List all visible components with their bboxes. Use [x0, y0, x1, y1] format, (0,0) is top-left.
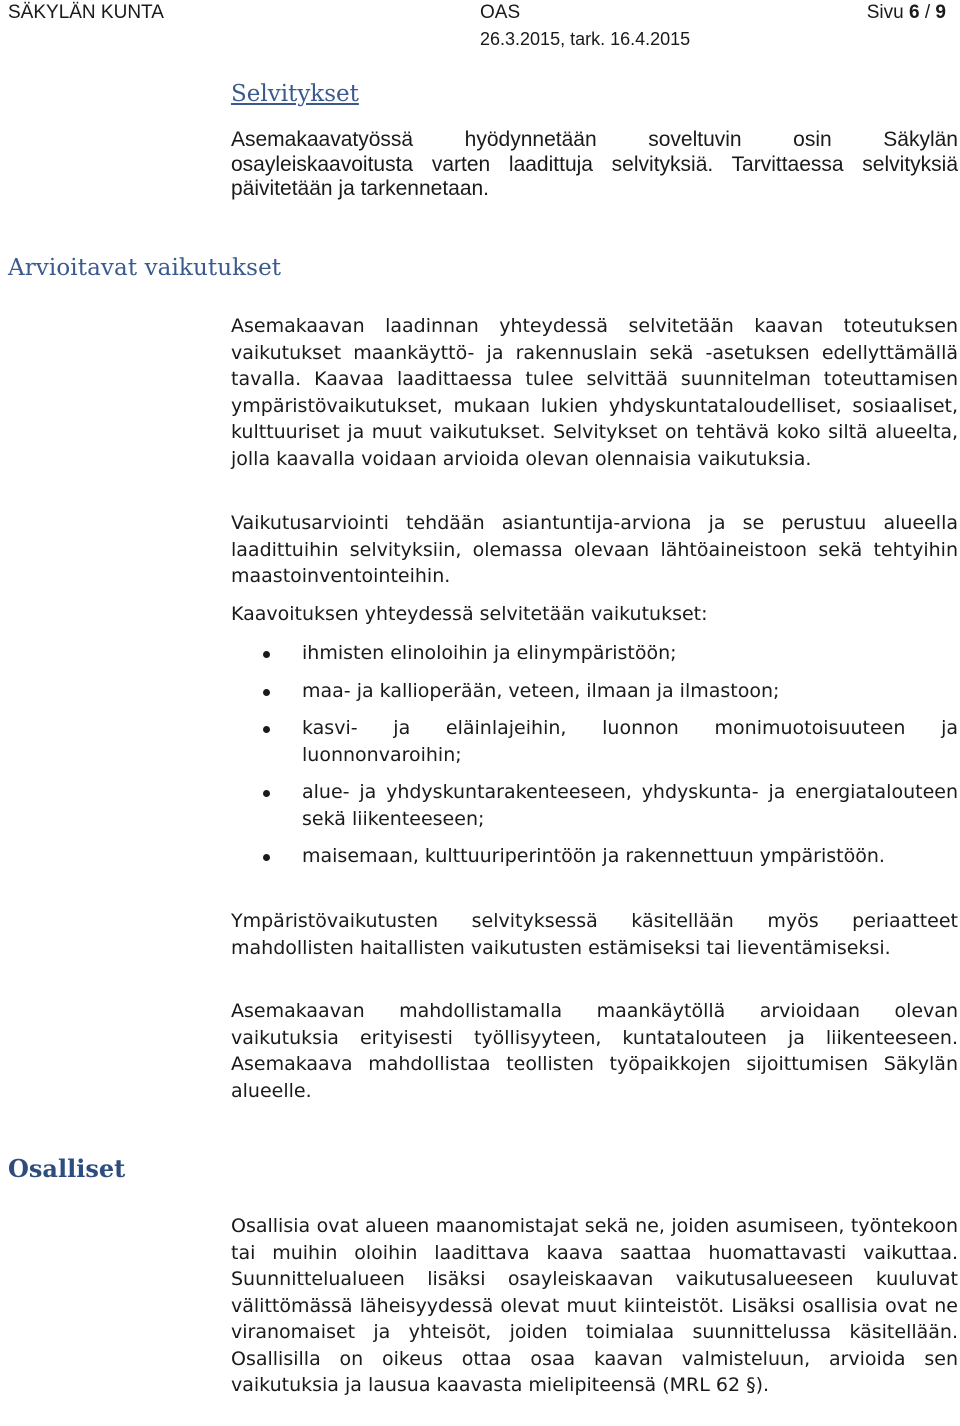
paragraph-vaikutukset-2: Vaikutusarviointi tehdään asiantuntija-arviona ja se perustuu alueella laadittuihin selvityksiin, olemassa olevaan lähtöaineistoon sekä tehtyihin maastoinventointeihin.: [231, 512, 958, 587]
header-municipality: SÄKYLÄN KUNTA: [8, 2, 164, 23]
list-item: [231, 779, 958, 832]
page-current: 6: [909, 2, 920, 23]
section-heading-vaikutukset: Arvioitavat vaikutukset: [8, 255, 282, 281]
section-heading-osalliset: Osalliset: [8, 1154, 126, 1183]
bullet-icon: [263, 689, 270, 696]
paragraph-selvitykset: Asemakaavatyössä hyödynnetään soveltuvin osin Säkylän osayleiskaavoitusta varten laadittuja selvityksiä. Tarvittaessa selvityksiä päivitetään ja tarkennetaan.: [231, 128, 958, 200]
page-total: 9: [935, 2, 946, 23]
list-item-text: kasvi- ja eläinlajeihin, luonnon monimuotoisuuteen ja luonnonvaroihin;: [302, 717, 958, 766]
bullet-icon: [263, 854, 270, 861]
list-item-text: maa- ja kallioperään, veteen, ilmaan ja ilmastoon;: [302, 679, 780, 702]
paragraph-vaikutukset-4: Ympäristövaikutusten selvityksessä käsitellään myös periaatteet mahdollisten haitallisten vaikutusten estämiseksi tai lieventämiseksi.: [231, 910, 958, 959]
bullet-icon: [263, 651, 270, 658]
list-item-text: alue- ja yhdyskuntarakenteeseen, yhdyskunta- ja energiatalouteen sekä liikenteeseen;: [302, 781, 958, 830]
list-item: [231, 843, 958, 870]
page-separator: /: [924, 2, 931, 23]
paragraph-vaikutukset-1: Asemakaavan laadinnan yhteydessä selvitetään kaavan toteutuksen vaikutukset maankäyttö- ja rakennuslain sekä -asetuksen edellyttämällä tavalla. Kaavaa laadittaessa tulee selvittää suunnitelman toteuttamisen ympäristövaikutukset, mukaan lukien yhdyskuntataloudelliset, sosiaaliset, kulttuuriset ja muut vaikutukset. Selvitykset on tehtävä koko siltä alueelta, jolla kaavalla voidaan arvioida olevan olennaisia vaikutuksia.: [231, 315, 958, 470]
header-date: 26.3.2015, tark. 16.4.2015: [480, 29, 691, 49]
list-item: [231, 715, 958, 768]
paragraph-vaikutukset-5: Asemakaavan mahdollistamalla maankäytöllä arvioidaan olevan vaikutuksia erityisesti työllisyyteen, kuntatalouteen ja liikenteeseen. Asemakaava mahdollistaa teollisten työpaikkojen sijoittumisen Säkylän alueelle.: [231, 1000, 958, 1102]
list-item: [231, 678, 958, 705]
page-number: [867, 1, 946, 25]
bullet-icon: [263, 726, 270, 733]
page-prefix: Sivu: [866, 2, 904, 23]
impact-list: [231, 640, 958, 870]
list-item: [231, 640, 958, 667]
paragraph-vaikutukset-3: Kaavoituksen yhteydessä selvitetään vaikutukset:: [231, 603, 708, 625]
paragraph-osalliset: Osallisia ovat alueen maanomistajat sekä ne, joiden asumiseen, työntekoon tai muihin oloihin laadittava kaava saattaa huomattavasti vaikuttaa. Suunnittelualueen lisäksi osayleiskaavan vaikutusalueeseen kuuluvat välittömässä läheisyydessä olevat muut kiinteistöt. Lisäksi osallisia ovat ne viranomaiset ja yhteisöt, joiden toimialaa suunnittelussa käsitellään. Osallisilla on oikeus ottaa osaa kaavan valmisteluun, arvioida sen vaikutuksia ja lausua kaavasta mielipiteensä (MRL 62 §).: [231, 1215, 958, 1396]
section-heading-selvitykset: Selvitykset: [231, 81, 359, 107]
header-document-type: OAS: [480, 2, 521, 23]
list-item-text: ihmisten elinoloihin ja elinympäristöön;: [302, 642, 677, 664]
list-item-text: maisemaan, kulttuuriperintöön ja rakennettuun ympäristöön.: [302, 845, 885, 867]
bullet-icon: [263, 790, 270, 797]
